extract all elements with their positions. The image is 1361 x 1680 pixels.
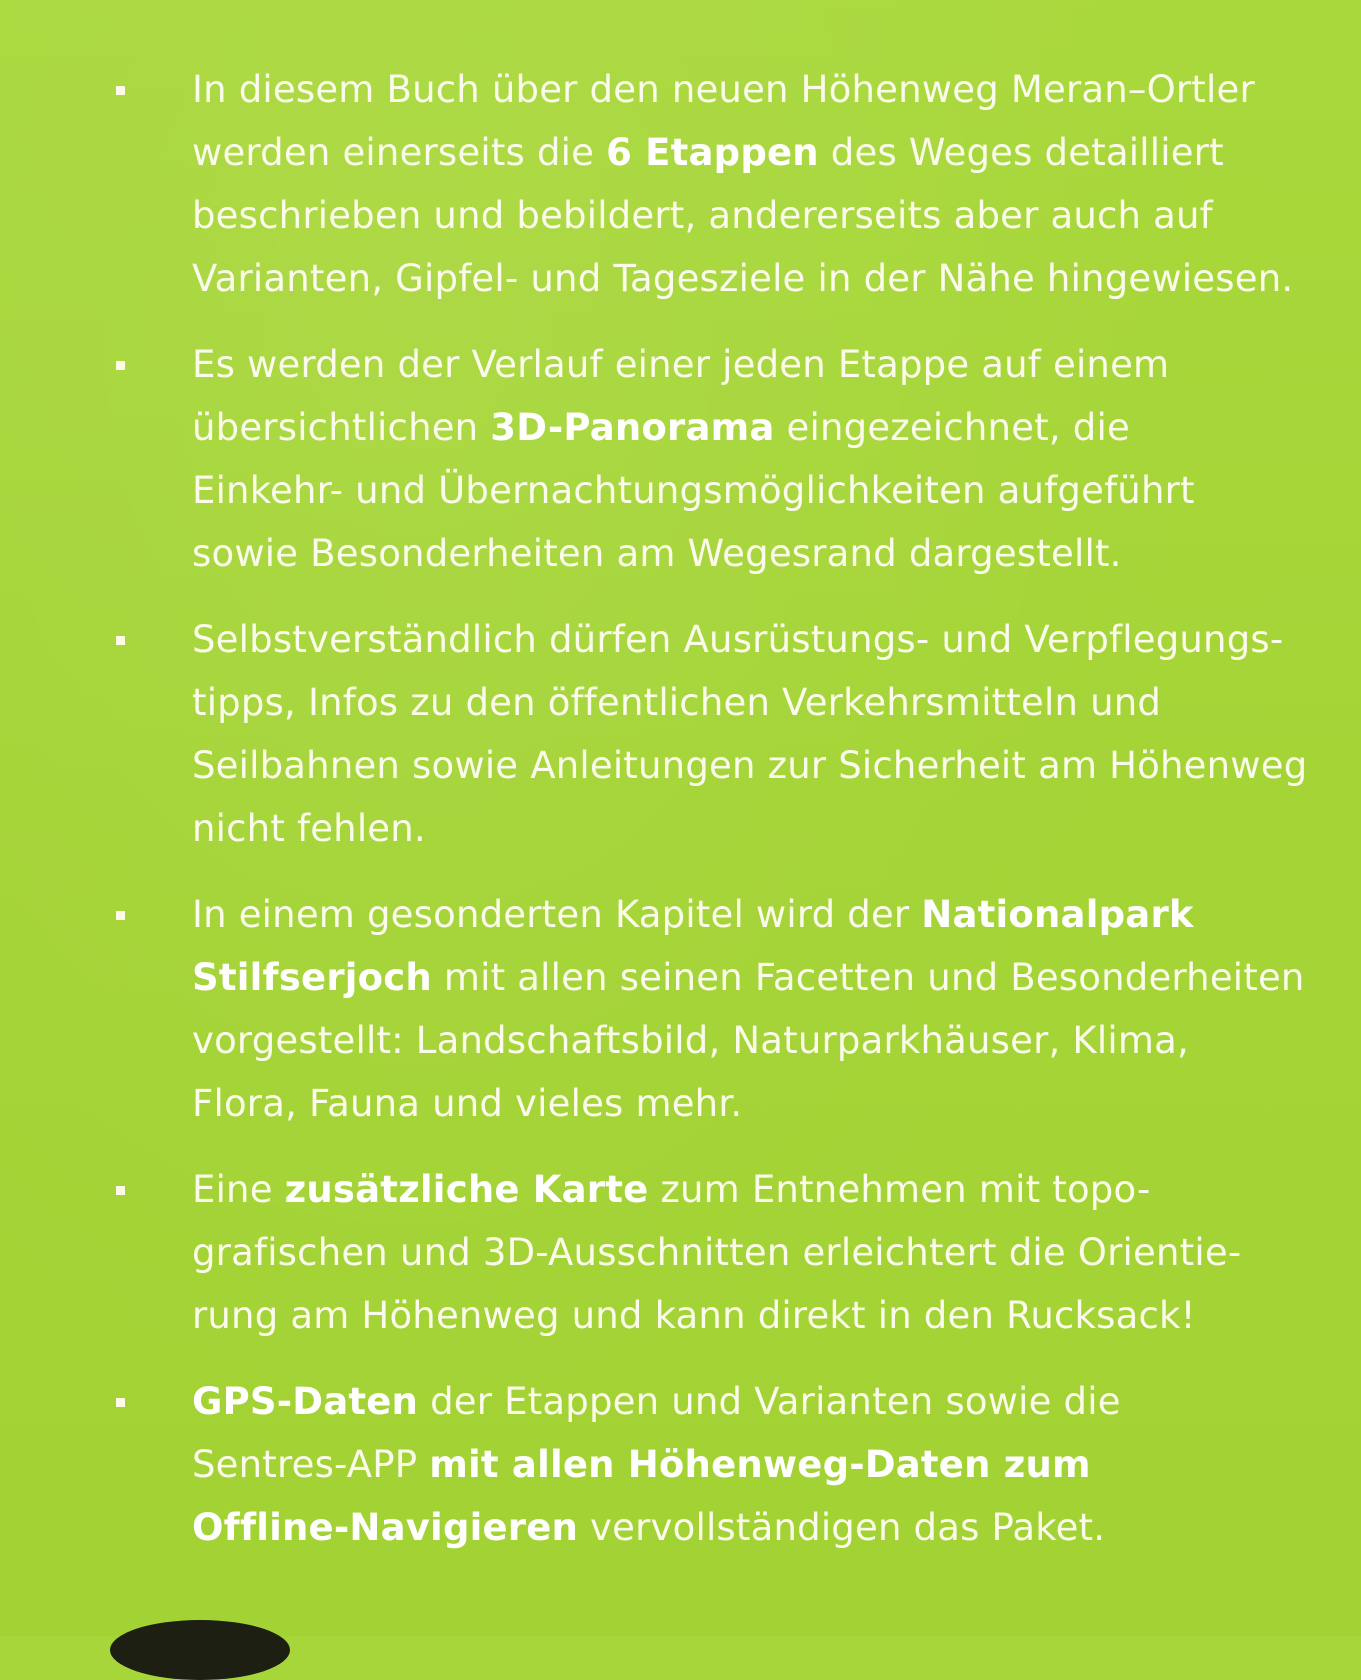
text-line [192,1496,1342,1559]
highlighted-text: Offline-Navigieren [192,1506,579,1549]
text-segment: sowie Besonderheiten am Wegesrand dargestellt. [192,532,1122,575]
text-segment: Varianten, Gipfel- und Tagesziele in der Nähe hingewiesen. [192,257,1294,300]
feature-text [192,608,1342,860]
text-segment: In diesem Buch über den neuen Höhenweg Meran–Ortler [192,68,1255,111]
text-line [192,946,1342,1009]
text-line [192,58,1342,121]
text-segment: Einkehr- und Übernachtungsmöglichkeiten aufgeführt [192,469,1195,512]
text-segment: nicht fehlen. [192,807,426,850]
text-segment: Seilbahnen sowie Anleitungen zur Sicherheit am Höhenweg [192,744,1308,787]
highlighted-text: Nationalpark [921,893,1194,936]
text-line [192,333,1342,396]
highlighted-text: zusätzliche Karte [284,1168,649,1211]
feature-item [0,333,1361,585]
text-line [192,459,1342,522]
square-bullet-icon [116,1398,125,1407]
text-segment: vorgestellt: Landschaftsbild, Naturparkhäuser, Klima, [192,1019,1189,1062]
text-line [192,1158,1342,1221]
feature-text [192,333,1342,585]
text-segment: Eine [192,1168,285,1211]
highlighted-text: Stilfserjoch [192,956,432,999]
feature-text [192,883,1342,1135]
feature-text [192,1158,1342,1347]
feature-item [0,608,1361,860]
highlighted-text: 6 Etappen [606,131,819,174]
square-bullet-icon [116,1186,125,1195]
text-line [192,671,1342,734]
text-line [192,797,1342,860]
highlighted-text: GPS-Daten [192,1380,419,1423]
feature-item [0,1370,1361,1559]
text-line [192,1370,1342,1433]
text-segment: tipps, Infos zu den öffentlichen Verkehrsmitteln und [192,681,1162,724]
text-line [192,1072,1342,1135]
text-segment: Es werden der Verlauf einer jeden Etappe auf einem [192,343,1170,386]
text-segment: werden einerseits die [192,131,607,174]
text-segment: rung am Höhenweg und kann direkt in den Rucksack! [192,1294,1196,1337]
feature-item [0,1158,1361,1347]
text-segment: eingezeichnet, die [774,406,1130,449]
text-segment: Flora, Fauna und vieles mehr. [192,1082,743,1125]
text-segment: der Etappen und Varianten sowie die [418,1380,1121,1423]
feature-text [192,58,1342,310]
text-segment: zum Entnehmen mit topo- [648,1168,1151,1211]
text-segment: In einem gesonderten Kapitel wird der [192,893,922,936]
text-segment: mit allen seinen Facetten und Besonderheiten [431,956,1305,999]
text-segment: des Weges detailliert [818,131,1224,174]
text-line [192,121,1342,184]
feature-text [192,1370,1342,1559]
text-line [192,396,1342,459]
text-segment: Selbstverständlich dürfen Ausrüstungs- und Verpflegungs- [192,618,1284,661]
text-segment: beschrieben und bebildert, andererseits aber auch auf [192,194,1213,237]
square-bullet-icon [116,361,125,370]
text-line [192,608,1342,671]
feature-bullet-list [0,58,1361,1582]
text-line [192,522,1342,585]
highlighted-text: mit allen Höhenweg-Daten zum [429,1443,1091,1486]
text-line [192,1433,1342,1496]
text-line [192,734,1342,797]
text-line [192,184,1342,247]
text-line [192,1221,1342,1284]
text-line [192,1284,1342,1347]
square-bullet-icon [116,911,125,920]
square-bullet-icon [116,636,125,645]
text-line [192,883,1342,946]
text-segment: übersichtlichen [192,406,491,449]
text-line [192,247,1342,310]
text-segment: vervollständigen das Paket. [578,1506,1106,1549]
text-segment: Sentres-APP [192,1443,430,1486]
feature-item [0,883,1361,1135]
feature-item [0,58,1361,310]
text-segment: grafischen und 3D-Ausschnitten erleichtert die Orientie- [192,1231,1242,1274]
highlighted-text: 3D-Panorama [490,406,775,449]
square-bullet-icon [116,86,125,95]
text-line [192,1009,1342,1072]
dark-logo-disc-edge [110,1620,290,1680]
